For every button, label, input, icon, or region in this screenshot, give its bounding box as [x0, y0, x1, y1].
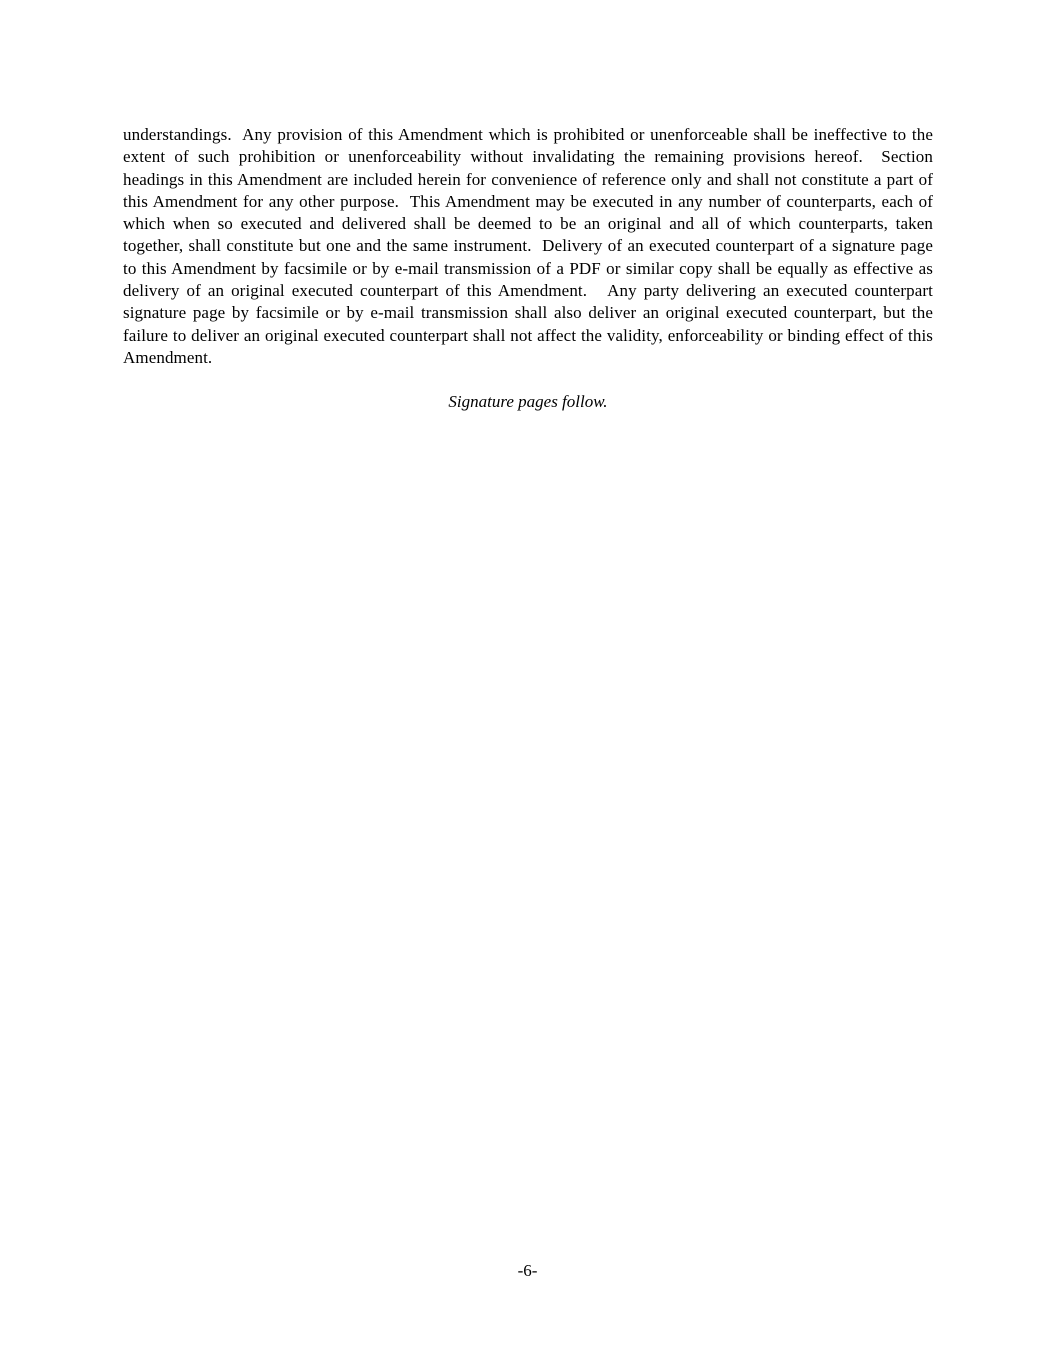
document-body: [123, 124, 938, 414]
signature-pages-note: Signature pages follow.: [448, 392, 608, 412]
page-number: -6-: [517, 1261, 538, 1280]
body-paragraph: understandings. Any provision of this Amendment which is prohibited or unenforceable shall be ineffective to the extent of such prohibition or unenforceability without invalidating the remaining provisions hereof. Section headings in this Amendment are included herein for convenience of reference only and shall not constitute a part of this Amendment for any other purpose. This Amendment may be executed in any number of counterparts, each of which when so executed and delivered shall be deemed to be an original and all of which counterparts, taken together, shall constitute but one and the same instrument. Delivery of an executed counterpart of a signature page to this Amendment by facsimile or by e-mail transmission of a PDF or similar copy shall be equally as effective as delivery of an original executed counterpart of this Amendment. Any party delivering an executed counterpart signature page by facsimile or by e-mail transmission shall also deliver an original executed counterpart, but the failure to deliver an original executed counterpart shall not affect the validity, enforceability or binding effect of this Amendment.: [123, 125, 938, 367]
